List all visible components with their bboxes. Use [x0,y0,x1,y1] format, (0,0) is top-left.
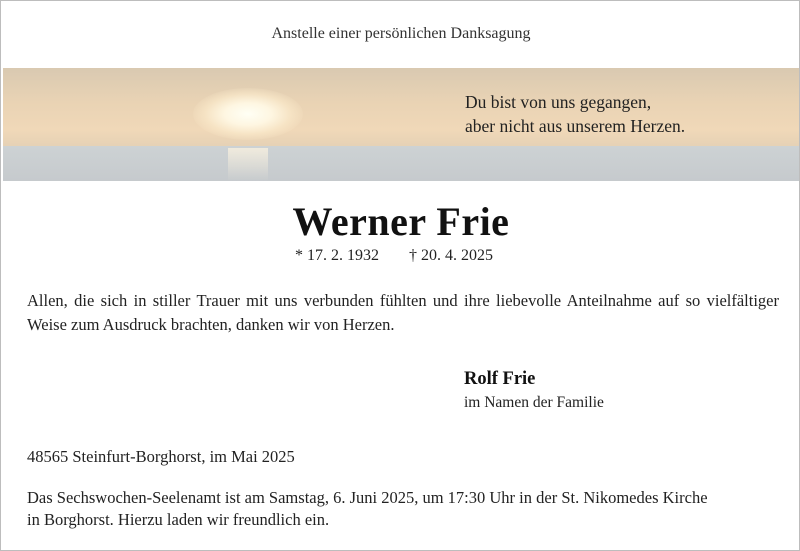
deceased-name: Werner Frie [292,199,510,244]
mass-announcement [27,487,767,531]
birth-date: * 17. 2. 1932 [295,247,379,264]
thanks-paragraph: Allen, die sich in stiller Trauer mit uns verbunden fühlten und ihre liebevolle Anteilnahme auf so vielfältiger Weise zum Ausdruck brachten, danken wir von Herzen. [27,291,779,334]
sea-surface [3,146,799,181]
signer-subtitle: im Namen der Familie [464,394,604,411]
life-dates [295,247,523,265]
sun-reflection [228,148,268,181]
mass-line-1: Das Sechswochen-Seelenamt ist am Samstag, 6. Juni 2025, um 17:30 Uhr in der St. Nikomedes Kirche [27,488,708,507]
place-and-date: 48565 Steinfurt-Borghorst, im Mai 2025 [27,447,295,466]
quote-line-1: Du bist von uns gegangen, [465,92,652,112]
banner-quote [465,90,685,138]
header-text: Anstelle einer persönlichen Danksagung [271,25,531,42]
sun-glow [193,88,303,140]
sunset-banner-image [3,68,799,181]
signer-name: Rolf Frie [464,369,536,389]
death-date: † 20. 4. 2025 [409,247,493,264]
mass-line-2: in Borghorst. Hierzu laden wir freundlich ein. [27,510,330,529]
quote-line-2: aber nicht aus unserem Herzen. [465,116,686,136]
